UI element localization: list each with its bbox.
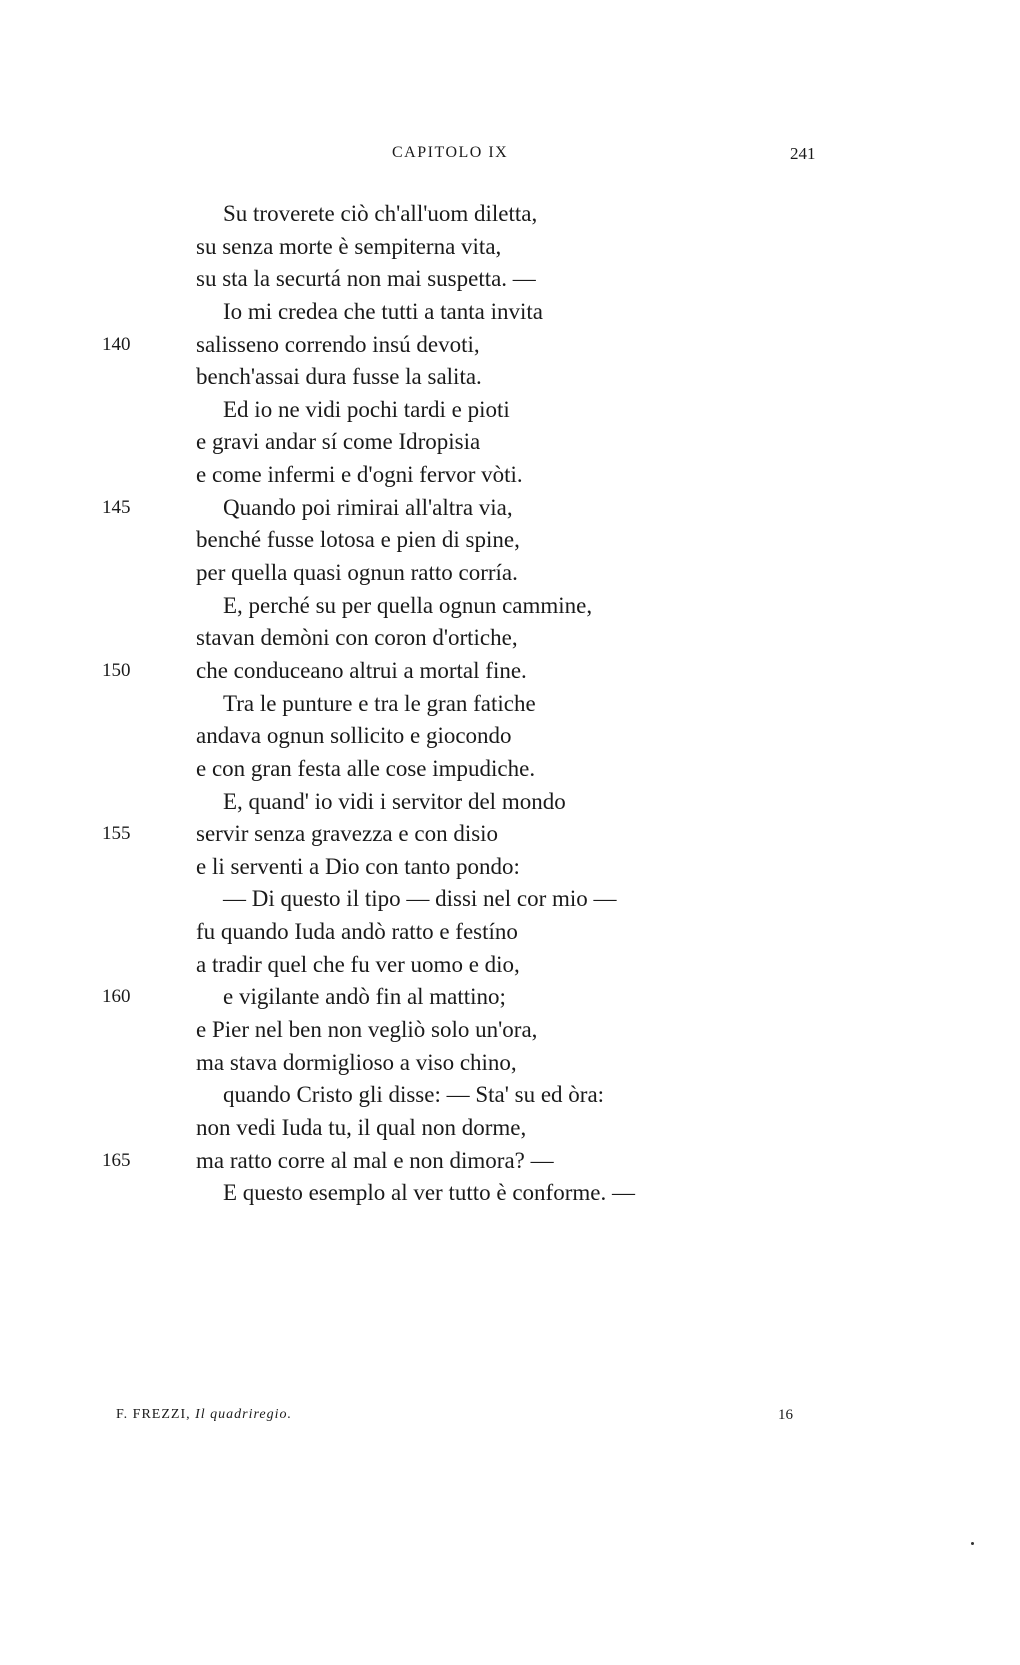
verse-text: e li serventi a Dio con tanto pondo: [196,853,520,879]
verse-text: e vigilante andò fin al mattino; [223,984,506,1010]
running-head [0,144,1020,168]
verse-text: stavan demòni con coron d'ortiche, [196,625,518,651]
verse-line [0,655,1020,688]
verse-text: su sta la securtá non mai suspetta. — [196,266,536,292]
verse-text: servir senza gravezza e con disio [196,821,499,847]
verse-text: e Pier nel ben non vegliò solo un'ora, [196,1017,538,1043]
verse-text: andava ognun sollicito e giocondo [196,723,512,749]
verse-line [0,883,1020,916]
verse-line [0,622,1020,655]
verse-text: E, perché su per quella ognun cammine, [223,592,593,618]
verse-text: e gravi andar sí come Idropisia [196,429,481,455]
verse-text: Quando poi rimirai all'altra via, [223,494,513,520]
signature-mark: 16 [778,1407,793,1423]
verse-line [0,786,1020,819]
running-title: CAPITOLO IX [392,144,509,161]
verse-text: salisseno correndo insú devoti, [196,331,480,357]
verse-text: — Di questo il tipo — dissi nel cor mio — [223,886,617,912]
verse-text: a tradir quel che fu ver uomo e dio, [196,951,520,977]
verse-line [0,720,1020,753]
verse-line [0,557,1020,590]
verse-block [0,198,1020,1210]
verse-line [0,394,1020,427]
verse-line [0,590,1020,623]
verse-text: Ed io ne vidi pochi tardi e pioti [223,396,510,422]
verse-text: ma ratto corre al mal e non dimora? — [196,1147,554,1173]
verse-text: su senza morte è sempiterna vita, [196,233,502,259]
verse-line [0,1177,1020,1210]
verse-text: Tra le punture e tra le gran fatiche [223,690,536,716]
verse-text: bench'assai dura fusse la salita. [196,364,482,390]
verse-line [0,1014,1020,1047]
verse-line [0,916,1020,949]
verse-text: Su troverete ciò ch'all'uom diletta, [223,201,538,226]
verse-line [0,818,1020,851]
verse-line [0,198,1020,231]
line-number: 140 [102,333,131,355]
page-number: 241 [790,144,816,163]
line-number: 145 [102,496,131,518]
verse-text: Io mi credea che tutti a tanta invita [223,298,543,324]
line-number: 150 [102,659,131,681]
verse-line [0,1047,1020,1080]
verse-line [0,492,1020,525]
verse-text: non vedi Iuda tu, il qual non dorme, [196,1114,527,1140]
footer-author: F. FREZZI, [116,1407,191,1422]
verse-text: E questo esemplo al ver tutto è conforme. — [223,1180,635,1206]
verse-line [0,459,1020,492]
verse-line [0,329,1020,362]
verse-line [0,1145,1020,1178]
verse-line [0,361,1020,394]
verse-line [0,426,1020,459]
line-number: 160 [102,986,131,1008]
print-speck [971,1542,974,1545]
verse-text: fu quando Iuda andò ratto e festíno [196,919,518,945]
verse-line [0,296,1020,329]
verse-line [0,263,1020,296]
verse-line [0,851,1020,884]
verse-text: che conduceano altrui a mortal fine. [196,657,527,683]
verse-text: benché fusse lotosa e pien di spine, [196,527,520,553]
verse-line [0,949,1020,982]
line-number: 155 [102,823,131,845]
verse-text: ma stava dormiglioso a viso chino, [196,1049,517,1075]
verse-text: e come infermi e d'ogni fervor vòti. [196,462,523,488]
verse-line [0,753,1020,786]
verse-text: e con gran festa alle cose impudiche. [196,755,536,781]
footer-title: Il quadriregio. [195,1407,293,1422]
verse-line [0,524,1020,557]
verse-line [0,1112,1020,1145]
verse-text: E, quand' io vidi i servitor del mondo [223,788,566,814]
verse-line [0,231,1020,264]
verse-text: per quella quasi ognun ratto corría. [196,560,518,586]
page-footer [0,1407,1020,1429]
footer-citation [116,1407,292,1423]
verse-line [0,981,1020,1014]
verse-line [0,1079,1020,1112]
line-number: 165 [102,1149,131,1171]
verse-line [0,688,1020,721]
verse-text: quando Cristo gli disse: — Sta' su ed òra: [223,1082,605,1108]
